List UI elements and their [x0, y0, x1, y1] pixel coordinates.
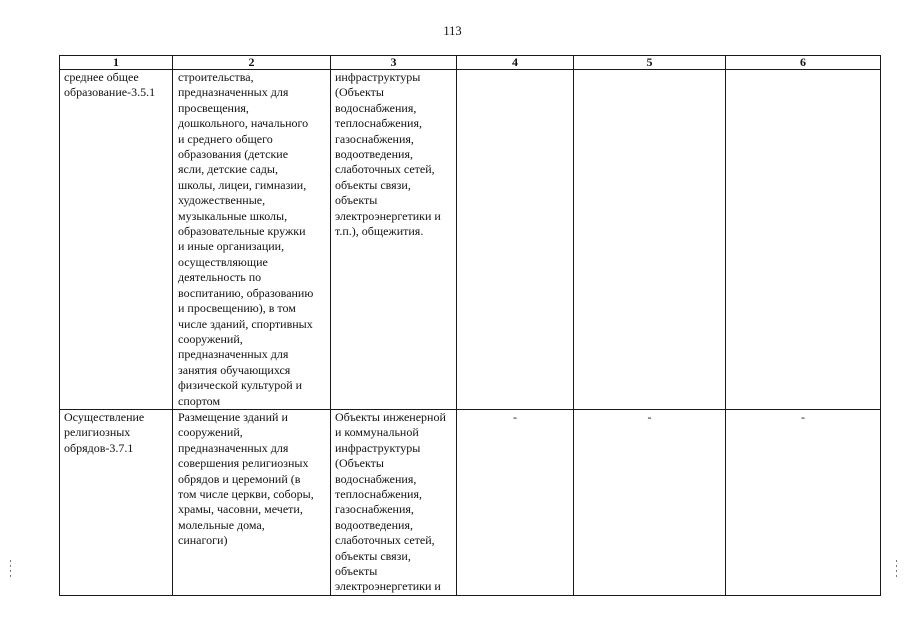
table-row: [60, 70, 881, 410]
cell-text: среднее общее образование-3.5.1: [64, 70, 156, 100]
cell-text: Объекты инженерной и коммунальной инфраструктуры (Объекты водоснабжения, теплоснабжения, газоснабжения, водоотведения, слаботочных сетей, объекты связи, объекты электроэнергетики и: [335, 409, 446, 594]
cell-text: -: [647, 409, 652, 424]
scan-edge-mark: [896, 560, 897, 580]
table-cell: [457, 70, 574, 410]
header-row: [60, 56, 881, 70]
table-cell: [60, 70, 173, 410]
table-cell: [726, 409, 881, 595]
cell-text: -: [801, 409, 805, 424]
header-col-3: 3: [331, 56, 457, 70]
table-row: [60, 409, 881, 595]
scan-edge-mark: [10, 560, 11, 580]
header-col-4: 4: [457, 56, 574, 70]
land-use-table: [59, 55, 881, 596]
cell-text: Размещение зданий и сооружений, предназначенных для совершения религиозных обрядов и церемоний (в том числе церкви, соборы, храмы, часовни, мечети, молельные дома, синагоги): [178, 409, 314, 548]
table-cell: [331, 409, 457, 595]
table-cell: [173, 409, 331, 595]
table-cell: [574, 409, 726, 595]
cell-text: строительства, предназначенных для просвещения, дошкольного, начального и среднего общего образования (детские ясли, детские сады, школы, лицеи, гимназии, художественные, музыкальные школы, образовательные кружки и иные организации, осуществляющие деятельность по воспитанию, образованию и просвещению), в том числе зданий, спортивных сооружений, предназначенных для занятия обучающихся физической культурой и спортом: [178, 70, 314, 408]
table-cell: [457, 409, 574, 595]
table-cell: [574, 70, 726, 410]
table-cell: [726, 70, 881, 410]
header-col-2: 2: [173, 56, 331, 70]
header-col-6: 6: [726, 56, 881, 70]
page-number: 113: [443, 24, 462, 38]
header-col-5: 5: [574, 56, 726, 70]
header-col-1: 1: [60, 56, 173, 70]
cell-text: -: [513, 409, 517, 424]
table-cell: [331, 70, 457, 410]
table-cell: [173, 70, 331, 410]
cell-text: Осуществление религиозных обрядов-3.7.1: [64, 409, 145, 455]
table-cell: [60, 409, 173, 595]
cell-text: инфраструктуры (Объекты водоснабжения, теплоснабжения, газоснабжения, водоотведения, слаботочных сетей, объекты связи, объекты электроэнергетики и т.п.), общежития.: [335, 70, 441, 239]
